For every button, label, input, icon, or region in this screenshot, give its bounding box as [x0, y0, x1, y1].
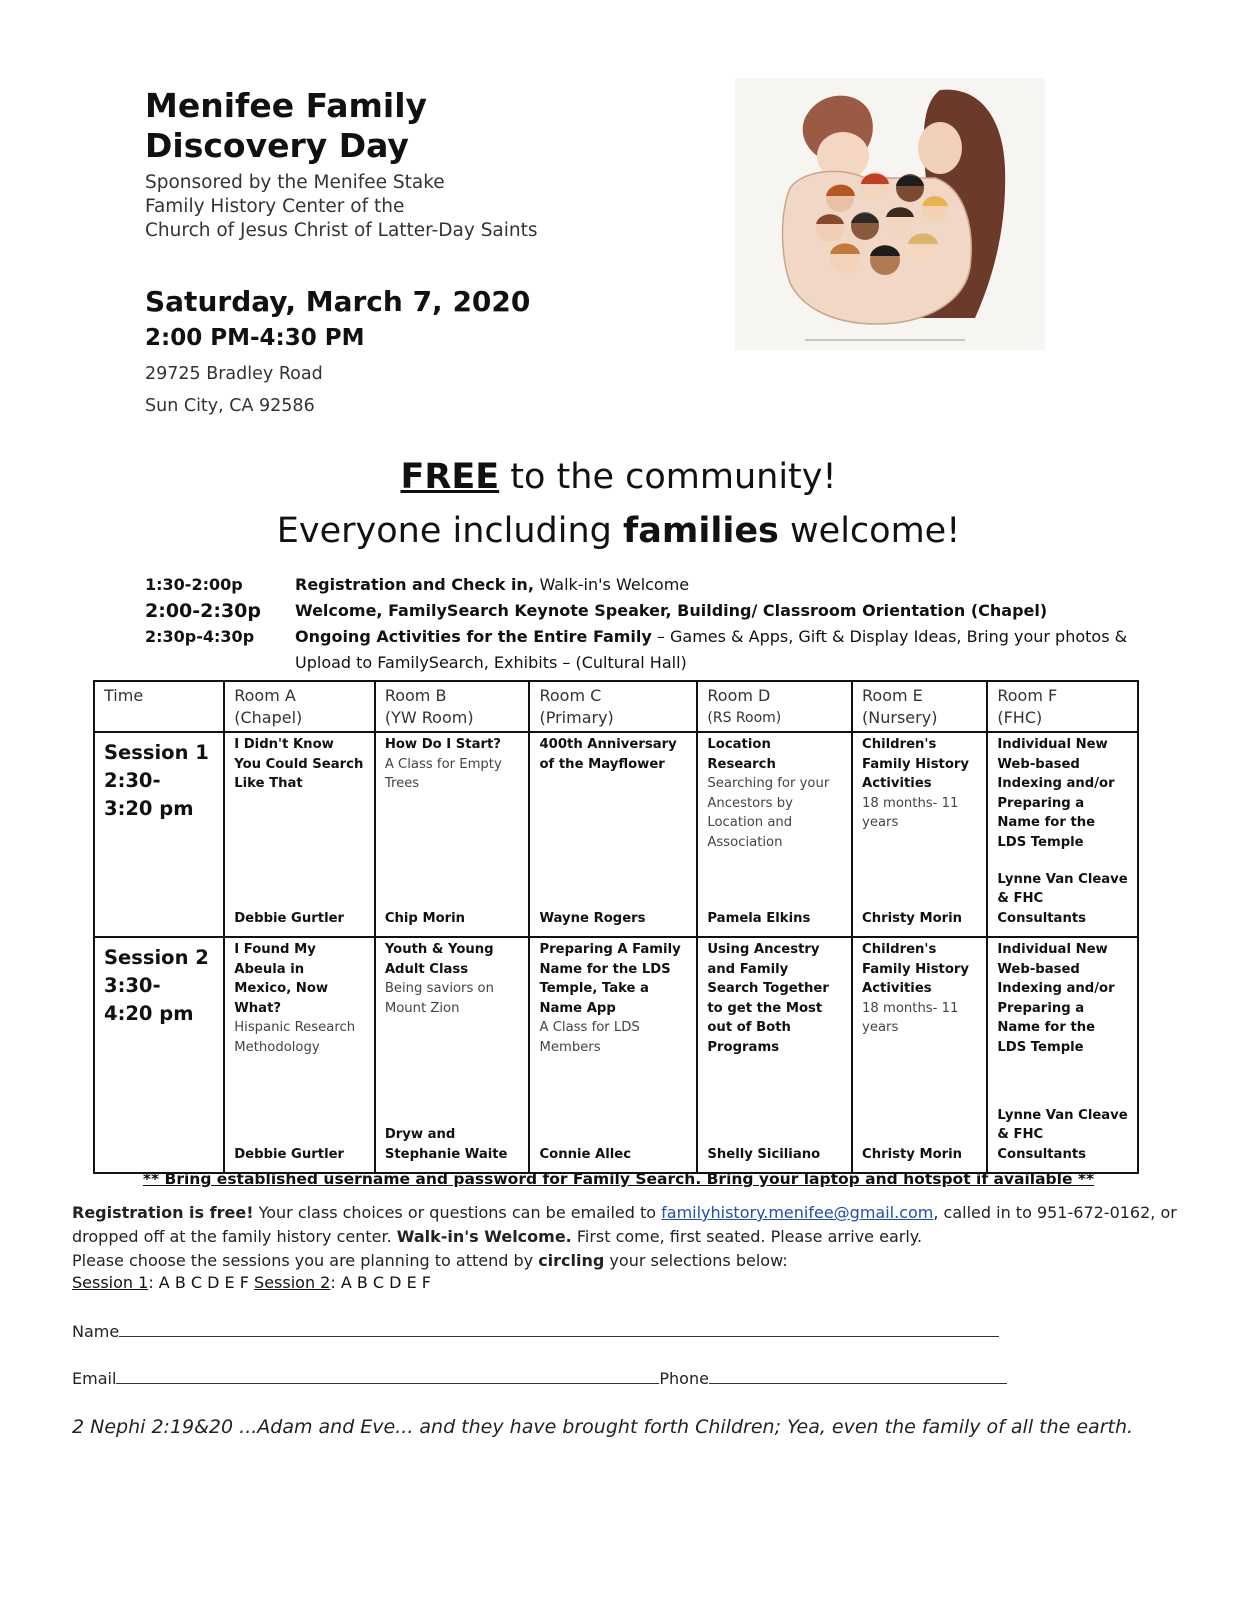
- header-name: Room F: [997, 686, 1058, 705]
- sponsor-line-3: Church of Jesus Christ of Latter-Day Saints: [145, 220, 538, 241]
- session-row: [94, 732, 1138, 937]
- phone-label: Phone: [659, 1369, 709, 1388]
- session-choices: [72, 1273, 431, 1292]
- class-title: Individual New Web-based Indexing and/or Preparing a Name for the LDS Temple: [997, 942, 1115, 1055]
- class-cell: [224, 732, 375, 937]
- schedule: [145, 572, 1145, 676]
- families-word: families: [623, 511, 779, 551]
- class-subtitle: Being saviors on Mount Zion: [384, 981, 494, 1016]
- session-end: 3:20 pm: [104, 797, 194, 821]
- schedule-desc-normal: – Games & Apps, Gift & Display Ideas, Bring your photos & Upload to FamilySearch, Exhibits – (Cultural Hall): [295, 627, 1128, 672]
- name-field[interactable]: [119, 1322, 999, 1337]
- session-row: [94, 937, 1138, 1173]
- free-rest: to the community!: [499, 457, 837, 497]
- header-cell: [375, 681, 530, 732]
- class-presenter: Christy Morin: [862, 1146, 963, 1162]
- schedule-desc-bold: Registration and Check in,: [295, 575, 540, 594]
- free-line-1: [0, 450, 1237, 504]
- bring-note: ** Bring established username and password for Family Search. Bring your laptop and hotspot if available **: [142, 1170, 1095, 1188]
- class-title: Children's Family History Activities: [862, 942, 970, 997]
- schedule-time: 2:00-2:30p: [145, 600, 262, 622]
- sponsor-line-1: Sponsored by the Menifee Stake: [145, 172, 445, 193]
- scripture-verse: 2 Nephi 2:19&20 ...Adam and Eve... and they have brought forth Children; Yea, even the family of all the earth.: [72, 1416, 1134, 1438]
- class-subtitle: A Class for Empty Trees: [384, 756, 502, 792]
- free-line-2-post: welcome!: [778, 511, 961, 551]
- registration-free: Registration is free!: [72, 1203, 254, 1222]
- session-start: 3:30-: [104, 974, 161, 998]
- schedule-row: [145, 624, 1145, 676]
- class-presenter: Shelly Siciliano: [707, 1146, 821, 1162]
- class-cell: [987, 732, 1138, 937]
- class-presenter: Connie Allec: [539, 1146, 632, 1162]
- schedule-time: 2:30p-4:30p: [145, 627, 255, 646]
- registration-text-1: Your class choices or questions can be emailed to: [253, 1203, 662, 1222]
- header-cell: [529, 681, 697, 732]
- class-title: Preparing A Family Name for the LDS Temple, Take a Name App: [539, 942, 681, 1016]
- registration-text-3: First come, first seated. Please arrive early.: [571, 1227, 923, 1246]
- free-line-2: [0, 504, 1237, 558]
- header-name: Room B: [384, 686, 447, 705]
- class-presenter: Dryw and Stephanie Waite: [384, 1127, 508, 1162]
- schedule-time: 1:30-2:00p: [145, 575, 243, 594]
- address-line-1: 29725 Bradley Road: [145, 364, 323, 384]
- free-word: FREE: [400, 457, 500, 497]
- event-address: [145, 358, 323, 422]
- class-subtitle: 18 months- 11 years: [862, 795, 959, 831]
- event-date: Saturday, March 7, 2020: [145, 285, 531, 318]
- class-cell: [224, 937, 375, 1173]
- class-subtitle: 18 months- 11 years: [862, 1000, 959, 1036]
- header-cell: [987, 681, 1138, 732]
- registration-text-5: your selections below:: [604, 1251, 788, 1270]
- header-sub: (Primary): [539, 708, 614, 727]
- header-cell: [94, 681, 224, 732]
- session-table: [93, 680, 1139, 1174]
- class-cell: [529, 937, 697, 1173]
- class-presenter: Wayne Rogers: [539, 910, 646, 926]
- class-title: Individual New Web-based Indexing and/or Preparing a Name for the LDS Temple: [997, 737, 1115, 850]
- email-link[interactable]: familyhistory.menifee@gmail.com: [661, 1203, 934, 1222]
- circling-word: circling: [538, 1251, 605, 1270]
- schedule-row: [145, 598, 1145, 624]
- class-presenter: Debbie Gurtler: [234, 910, 345, 926]
- header-sub: (RS Room): [707, 710, 782, 726]
- class-cell: [852, 732, 987, 937]
- class-cell: [697, 732, 852, 937]
- header-name: Room E: [862, 686, 923, 705]
- class-presenter: Debbie Gurtler: [234, 1146, 345, 1162]
- schedule-desc-bold: Welcome, FamilySearch Keynote Speaker, Building/ Classroom Orientation (Chapel): [295, 601, 1048, 620]
- event-time: 2:00 PM-4:30 PM: [145, 325, 365, 351]
- sponsor-block: [145, 171, 538, 243]
- header-name: Room D: [707, 686, 771, 705]
- email-field[interactable]: [116, 1369, 659, 1384]
- header-name: Room C: [539, 686, 602, 705]
- schedule-row: [145, 572, 1145, 598]
- phone-field[interactable]: [709, 1369, 1007, 1384]
- class-title: Children's Family History Activities: [862, 737, 970, 792]
- title-line-2: Discovery Day: [145, 126, 409, 165]
- header-sub: (Nursery): [862, 708, 938, 727]
- session-start: 2:30-: [104, 769, 161, 793]
- header-sub: (FHC): [997, 708, 1043, 727]
- class-presenter: Lynne Van Cleave & FHC Consultants: [997, 1107, 1128, 1162]
- free-line-2-pre: Everyone including: [276, 511, 624, 551]
- registration-text-2: , called in to 951-672-0162, or dropped off at the family history center.: [72, 1203, 1177, 1246]
- schedule-desc-normal: Walk-in's Welcome: [539, 575, 690, 594]
- header-name: Time: [104, 686, 144, 705]
- class-cell: [697, 937, 852, 1173]
- class-title: How Do I Start?: [384, 737, 501, 753]
- session-label: [94, 732, 224, 937]
- header-name: Room A: [234, 686, 296, 705]
- class-title: 400th Anniversary of the Mayflower: [539, 737, 677, 772]
- class-subtitle: Searching for your Ancestors by Location and Association: [707, 776, 830, 850]
- page-title: [145, 86, 427, 166]
- name-label: Name: [72, 1322, 120, 1341]
- class-title: I Found My Abeula in Mexico, Now What?: [234, 942, 329, 1016]
- class-title: Using Ancestry and Family Search Together to get the Most out of Both Programs: [707, 942, 829, 1055]
- class-presenter: Chip Morin: [384, 910, 466, 926]
- class-presenter: Christy Morin: [862, 910, 963, 926]
- class-cell: [529, 732, 697, 937]
- header-cell: [852, 681, 987, 732]
- schedule-desc: [295, 598, 1145, 624]
- class-presenter: Pamela Elkins: [707, 910, 811, 926]
- email-label: Email: [72, 1369, 117, 1388]
- class-title: I Didn't Know You Could Search Like That: [234, 737, 364, 792]
- header-cell: [224, 681, 375, 732]
- sponsor-line-2: Family History Center of the: [145, 196, 405, 217]
- class-subtitle: Hispanic Research Methodology: [234, 1020, 356, 1055]
- schedule-desc: [295, 572, 1145, 598]
- address-line-2: Sun City, CA 92586: [145, 396, 315, 416]
- session-name: Session 1: [104, 741, 209, 765]
- session-label: [94, 937, 224, 1173]
- registration-text-4: Please choose the sessions you are planning to attend by: [72, 1251, 539, 1270]
- schedule-desc: [295, 624, 1145, 676]
- class-cell: [852, 937, 987, 1173]
- class-cell: [375, 937, 530, 1173]
- class-presenter: Lynne Van Cleave & FHC Consultants: [997, 871, 1128, 926]
- family-illustration: [735, 78, 1045, 350]
- class-subtitle: A Class for LDS Members: [539, 1020, 640, 1055]
- registration-text: [72, 1201, 1182, 1273]
- header-sub: (Chapel): [234, 708, 303, 727]
- walk-ins-welcome: Walk-in's Welcome.: [396, 1227, 572, 1246]
- session-end: 4:20 pm: [104, 1002, 194, 1026]
- table-header-row: [94, 681, 1138, 732]
- session-2-label: Session 2: [254, 1273, 331, 1292]
- header-cell: [697, 681, 852, 732]
- class-cell: [987, 937, 1138, 1173]
- class-cell: [375, 732, 530, 937]
- class-title: Location Research: [707, 737, 776, 772]
- session-2-options[interactable]: : A B C D E F: [330, 1273, 431, 1292]
- class-title: Youth & Young Adult Class: [384, 942, 494, 977]
- session-1-label: Session 1: [72, 1273, 149, 1292]
- name-row: [72, 1322, 999, 1341]
- title-line-1: Menifee Family: [145, 86, 428, 125]
- header-sub: (YW Room): [384, 708, 474, 727]
- free-banner: [0, 450, 1237, 558]
- session-1-options[interactable]: : A B C D E F: [148, 1273, 255, 1292]
- session-name: Session 2: [104, 946, 209, 970]
- email-phone-row: [72, 1369, 1007, 1388]
- schedule-desc-bold: Ongoing Activities for the Entire Family: [295, 627, 652, 646]
